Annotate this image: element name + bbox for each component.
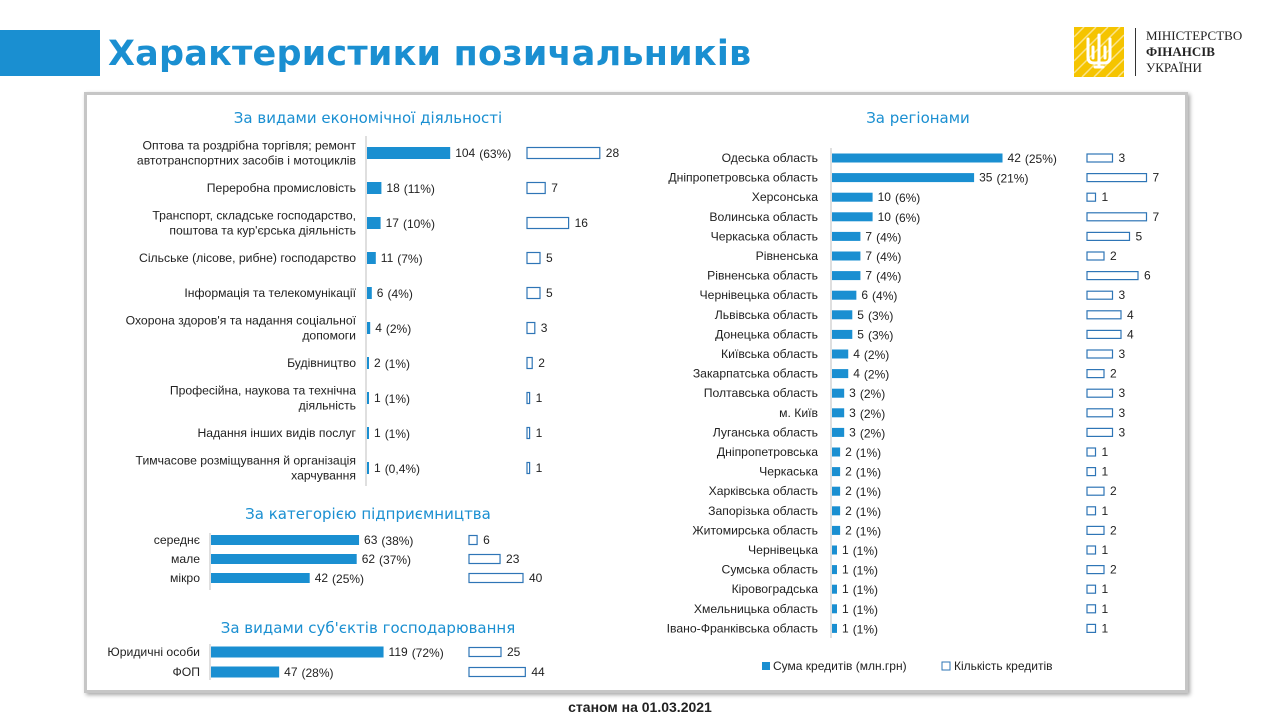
sum-value-label: 10 — [877, 190, 891, 205]
sum-bar — [367, 322, 370, 334]
share-label: (25%) — [1024, 152, 1057, 166]
sum-bar — [211, 535, 359, 545]
count-value-label: 44 — [531, 665, 545, 679]
sum-bar — [832, 330, 852, 339]
share-label: (1%) — [852, 622, 879, 637]
sum-value-label: 119 — [388, 645, 408, 659]
share-label: (63%) — [479, 147, 512, 161]
sum-value-label: 4 — [375, 321, 382, 335]
sum-bar — [367, 357, 369, 369]
count-bar — [1087, 468, 1096, 476]
count-bar — [1087, 428, 1113, 436]
count-value-label: 4 — [1127, 327, 1134, 342]
sum-bar — [211, 667, 279, 678]
sum-bar — [832, 448, 840, 457]
category-label: Охорона здоров'я та надання соціальної — [125, 313, 356, 328]
sum-value-label: 104 — [455, 146, 476, 160]
sum-value-label: 1 — [374, 461, 381, 475]
sum-bar — [832, 271, 860, 280]
count-bar — [527, 428, 530, 439]
count-bar — [1087, 448, 1096, 456]
count-bar — [527, 358, 532, 369]
share-label: (1%) — [855, 524, 882, 539]
sum-value-label: 62 — [361, 552, 376, 566]
sum-bar — [832, 467, 840, 476]
category-label: харчування — [291, 468, 356, 483]
share-label: (1%) — [855, 504, 882, 519]
count-bar — [469, 574, 523, 583]
sum-value-label: 5 — [857, 327, 864, 342]
category-label: Харківська область — [708, 484, 818, 499]
count-bar — [1087, 193, 1096, 201]
sum-bar — [367, 427, 369, 439]
category-label: Київська область — [721, 347, 818, 361]
sum-value-label: 17 — [385, 216, 399, 230]
category-label: Рівненська — [755, 249, 818, 263]
count-bar — [1087, 213, 1147, 221]
category-label: автотранспортних засобів і мотоциклів — [136, 153, 356, 168]
share-label: (4%) — [876, 230, 902, 245]
share-label: (1%) — [855, 446, 882, 460]
count-bar — [1087, 350, 1113, 358]
category-label: Закарпатська область — [692, 366, 818, 381]
count-value-label: 6 — [483, 533, 490, 547]
category-label: Запорізька область — [708, 503, 818, 518]
category-label: мікро — [170, 571, 200, 585]
share-label: (1%) — [852, 563, 879, 578]
share-label: (10%) — [402, 217, 435, 231]
sum-value-label: 11 — [380, 251, 394, 265]
share-label: (6%) — [894, 191, 921, 206]
sum-value-label: 6 — [376, 286, 384, 300]
count-bar — [1087, 252, 1104, 260]
category-label: Транспорт, складське господарство, — [152, 208, 356, 223]
count-value-label: 2 — [1110, 484, 1117, 499]
count-value-label: 1 — [1101, 543, 1109, 557]
sum-bar — [832, 252, 860, 261]
ministry-name-line-3: УКРАЇНИ — [1146, 60, 1202, 75]
sum-bar — [832, 428, 844, 437]
sum-value-label: 1 — [842, 621, 849, 636]
count-value-label: 40 — [529, 571, 543, 585]
sum-value-label: 47 — [284, 665, 298, 679]
sum-bar — [832, 624, 837, 633]
category-label: Херсонська — [751, 190, 818, 205]
count-bar — [1087, 272, 1138, 280]
sum-bar — [832, 565, 837, 574]
category-label: Кіровоградська — [731, 582, 818, 597]
count-bar — [469, 648, 501, 657]
category-label: Хмельницька область — [693, 601, 818, 616]
count-value-label: 2 — [1110, 562, 1117, 577]
count-value-label: 28 — [605, 146, 620, 160]
sum-value-label: 1 — [842, 601, 849, 616]
share-label: (2%) — [863, 348, 890, 362]
category-label: Луганська область — [712, 425, 818, 440]
category-label: мале — [170, 552, 200, 566]
share-label: (2%) — [859, 406, 886, 421]
category-label: Черкаська область — [710, 229, 818, 244]
count-value-label: 16 — [574, 216, 588, 230]
sum-value-label: 2 — [845, 464, 852, 479]
category-label: Сільське (лісове, рибне) господарство — [139, 251, 356, 265]
share-label: (1%) — [855, 485, 882, 500]
legend-sum-label: Сума кредитів (млн.грн) — [773, 659, 907, 673]
chart-4-title: За регіонами — [866, 109, 970, 127]
count-bar — [1087, 330, 1121, 338]
count-bar — [1087, 409, 1113, 417]
count-value-label: 1 — [1101, 190, 1109, 205]
sum-value-label: 2 — [845, 484, 852, 499]
count-bar — [527, 148, 600, 159]
sum-bar — [832, 487, 840, 496]
date-note: станом на 01.03.2021 — [568, 699, 712, 715]
sum-bar — [832, 526, 840, 535]
share-label: (72%) — [411, 646, 444, 660]
sum-bar — [832, 173, 974, 182]
count-value-label: 3 — [1118, 425, 1126, 440]
sum-bar — [832, 310, 852, 319]
sum-bar — [832, 604, 837, 613]
count-bar — [1087, 291, 1113, 299]
share-label: (3%) — [867, 328, 894, 343]
count-bar — [1087, 566, 1104, 574]
share-label: (3%) — [867, 308, 894, 323]
count-value-label: 2 — [1110, 523, 1117, 538]
chart-3-title: За видами суб'єктів господарювання — [220, 619, 516, 637]
sum-bar — [211, 647, 384, 658]
sum-bar — [367, 182, 381, 194]
category-label: Дніпропетровська — [716, 445, 818, 459]
share-label: (28%) — [301, 666, 334, 680]
sum-value-label: 1 — [842, 543, 849, 557]
count-bar — [469, 555, 500, 564]
category-label: Дніпропетровська область — [668, 170, 818, 185]
count-value-label: 5 — [546, 286, 553, 300]
count-value-label: 7 — [1152, 170, 1160, 185]
count-value-label: 5 — [1135, 229, 1143, 244]
count-value-label: 1 — [1101, 621, 1109, 636]
count-bar — [1087, 605, 1096, 613]
sum-value-label: 35 — [979, 170, 993, 185]
sum-value-label: 63 — [364, 533, 378, 547]
ministry-name-line-2: ФІНАНСІВ — [1146, 44, 1215, 59]
category-label: Львівська область — [714, 307, 818, 322]
count-value-label: 1 — [1101, 503, 1109, 518]
count-value-label: 5 — [546, 251, 553, 265]
sum-value-label: 5 — [857, 307, 864, 322]
sum-value-label: 3 — [849, 405, 856, 420]
page-title: Характеристики позичальників — [108, 34, 752, 74]
count-bar — [469, 668, 525, 677]
count-value-label: 3 — [1118, 347, 1126, 361]
count-bar — [1087, 585, 1096, 593]
sum-value-label: 2 — [845, 523, 852, 538]
count-value-label: 3 — [1118, 405, 1126, 420]
sum-value-label: 10 — [877, 209, 891, 224]
share-label: (7%) — [397, 252, 423, 266]
share-label: (4%) — [387, 287, 413, 301]
category-label: Тимчасове розміщування й організація — [135, 453, 356, 468]
share-label: (1%) — [852, 583, 879, 598]
category-label: Надання інших видів послуг — [197, 426, 356, 440]
sum-value-label: 18 — [386, 181, 400, 195]
sum-value-label: 42 — [1007, 151, 1021, 165]
count-value-label: 1 — [535, 426, 543, 440]
count-bar — [1087, 174, 1147, 182]
count-value-label: 6 — [1144, 268, 1151, 283]
count-bar — [527, 463, 530, 474]
count-bar — [527, 288, 540, 299]
count-value-label: 1 — [1101, 582, 1109, 597]
share-label: (1%) — [855, 465, 882, 480]
category-label: Інформація та телекомунікації — [184, 286, 356, 300]
count-bar — [1087, 311, 1121, 319]
sum-value-label: 6 — [861, 288, 869, 303]
sum-value-label: 4 — [853, 347, 860, 361]
share-label: (2%) — [859, 426, 886, 441]
share-label: (1%) — [852, 544, 879, 558]
legend-count-label: Кількість кредитів — [954, 659, 1053, 673]
sum-bar — [367, 217, 381, 229]
sum-bar — [832, 546, 837, 555]
sum-value-label: 7 — [865, 249, 873, 263]
category-label: Черкаська — [759, 464, 818, 479]
count-value-label: 1 — [1101, 464, 1109, 479]
count-bar — [1087, 487, 1104, 495]
sum-value-label: 7 — [865, 229, 873, 244]
sum-bar — [367, 147, 450, 159]
share-label: (1%) — [384, 427, 411, 441]
category-label: Одеська область — [721, 151, 818, 165]
count-value-label: 23 — [506, 552, 520, 566]
category-label: середнє — [153, 533, 200, 547]
sum-value-label: 1 — [842, 582, 849, 597]
share-label: (6%) — [894, 210, 921, 225]
share-label: (1%) — [852, 602, 879, 617]
sum-bar — [832, 389, 844, 398]
category-label: поштова та кур'єрська діяльність — [169, 223, 356, 238]
count-value-label: 2 — [538, 356, 545, 370]
sum-bar — [832, 154, 1003, 163]
category-label: Оптова та роздрібна торгівля; ремонт — [142, 138, 356, 153]
count-value-label: 3 — [540, 321, 548, 335]
sum-bar — [832, 232, 860, 241]
count-value-label: 1 — [1101, 601, 1109, 616]
sum-bar — [211, 554, 357, 564]
share-label: (4%) — [872, 289, 898, 304]
count-value-label: 3 — [1118, 386, 1126, 401]
category-label: Рівненська область — [707, 268, 818, 283]
count-bar — [1087, 624, 1096, 632]
category-label: Переробна промисловість — [206, 181, 356, 195]
count-bar — [1087, 389, 1113, 397]
count-value-label: 7 — [1152, 209, 1160, 224]
sum-value-label: 42 — [314, 571, 329, 585]
chart-1-title: За видами економічної діяльності — [233, 109, 503, 127]
category-label: Будівництво — [287, 356, 356, 370]
count-bar — [527, 183, 545, 194]
legend-sum-swatch — [762, 662, 770, 670]
category-label: ФОП — [172, 665, 200, 679]
sum-value-label: 2 — [845, 503, 852, 518]
sum-bar — [832, 350, 848, 359]
share-label: (38%) — [381, 534, 414, 548]
share-label: (4%) — [876, 269, 902, 284]
share-label: (2%) — [385, 322, 412, 336]
count-value-label: 7 — [551, 181, 558, 195]
ministry-name-line-1: МІНІСТЕРСТВО — [1146, 28, 1243, 43]
count-value-label: 1 — [535, 391, 543, 405]
share-label: (21%) — [996, 171, 1029, 186]
category-label: Полтавська область — [703, 386, 818, 401]
sum-bar — [367, 252, 376, 264]
sum-value-label: 1 — [374, 426, 381, 440]
count-value-label: 3 — [1118, 288, 1126, 303]
chart-2-title: За категорією підприємництва — [245, 505, 491, 523]
category-label: Професійна, наукова та технічна — [169, 383, 356, 398]
count-value-label: 3 — [1118, 151, 1126, 165]
sum-value-label: 3 — [849, 386, 856, 401]
sum-bar — [832, 408, 844, 417]
sum-bar — [832, 193, 873, 202]
share-label: (11%) — [403, 182, 435, 196]
count-bar — [469, 536, 477, 545]
sum-value-label: 3 — [849, 425, 856, 440]
category-label: м. Київ — [779, 405, 818, 420]
count-bar — [527, 393, 530, 404]
category-label: допомоги — [302, 328, 356, 343]
count-bar — [1087, 526, 1104, 534]
count-bar — [1087, 546, 1096, 554]
sum-bar — [832, 369, 848, 378]
share-label: (1%) — [384, 392, 411, 406]
count-value-label: 1 — [1101, 445, 1109, 459]
count-bar — [1087, 232, 1130, 240]
share-label: (2%) — [863, 367, 890, 382]
count-value-label: 25 — [507, 645, 521, 659]
sum-bar — [832, 506, 840, 515]
category-label: Чернівецька область — [699, 288, 818, 303]
count-value-label: 2 — [1110, 249, 1117, 263]
share-label: (1%) — [384, 357, 411, 371]
sum-value-label: 1 — [374, 391, 381, 405]
sum-value-label: 4 — [853, 366, 860, 381]
sum-bar — [367, 392, 369, 404]
sum-bar — [367, 287, 372, 299]
category-label: Юридичні особи — [107, 645, 200, 659]
count-bar — [527, 323, 535, 334]
share-label: (4%) — [876, 250, 902, 264]
count-value-label: 4 — [1127, 307, 1134, 322]
count-bar — [527, 253, 540, 264]
sum-bar — [832, 585, 837, 594]
category-label: Житомирська область — [692, 523, 818, 538]
share-label: (2%) — [859, 387, 886, 402]
sum-bar — [211, 573, 310, 583]
count-bar — [1087, 370, 1104, 378]
sum-bar — [832, 291, 856, 300]
sum-value-label: 7 — [865, 268, 873, 283]
category-label: Донецька область — [715, 327, 818, 342]
sum-bar — [832, 212, 873, 221]
category-label: діяльність — [298, 398, 356, 413]
category-label: Чернівецька — [748, 543, 818, 557]
sum-value-label: 2 — [845, 445, 852, 459]
count-value-label: 1 — [535, 461, 543, 475]
share-label: (25%) — [332, 572, 365, 586]
legend-count-swatch — [942, 662, 950, 670]
sum-value-label: 2 — [374, 356, 381, 370]
share-label: (37%) — [379, 553, 412, 567]
category-label: Івано-Франківська область — [666, 621, 818, 636]
count-bar — [1087, 507, 1096, 515]
count-value-label: 2 — [1110, 366, 1117, 381]
sum-bar — [367, 462, 369, 474]
sum-value-label: 1 — [842, 562, 849, 577]
count-bar — [527, 218, 569, 229]
count-bar — [1087, 154, 1113, 162]
category-label: Сумська область — [721, 562, 818, 577]
share-label: (0,4%) — [384, 462, 421, 476]
category-label: Волинська область — [709, 209, 818, 224]
